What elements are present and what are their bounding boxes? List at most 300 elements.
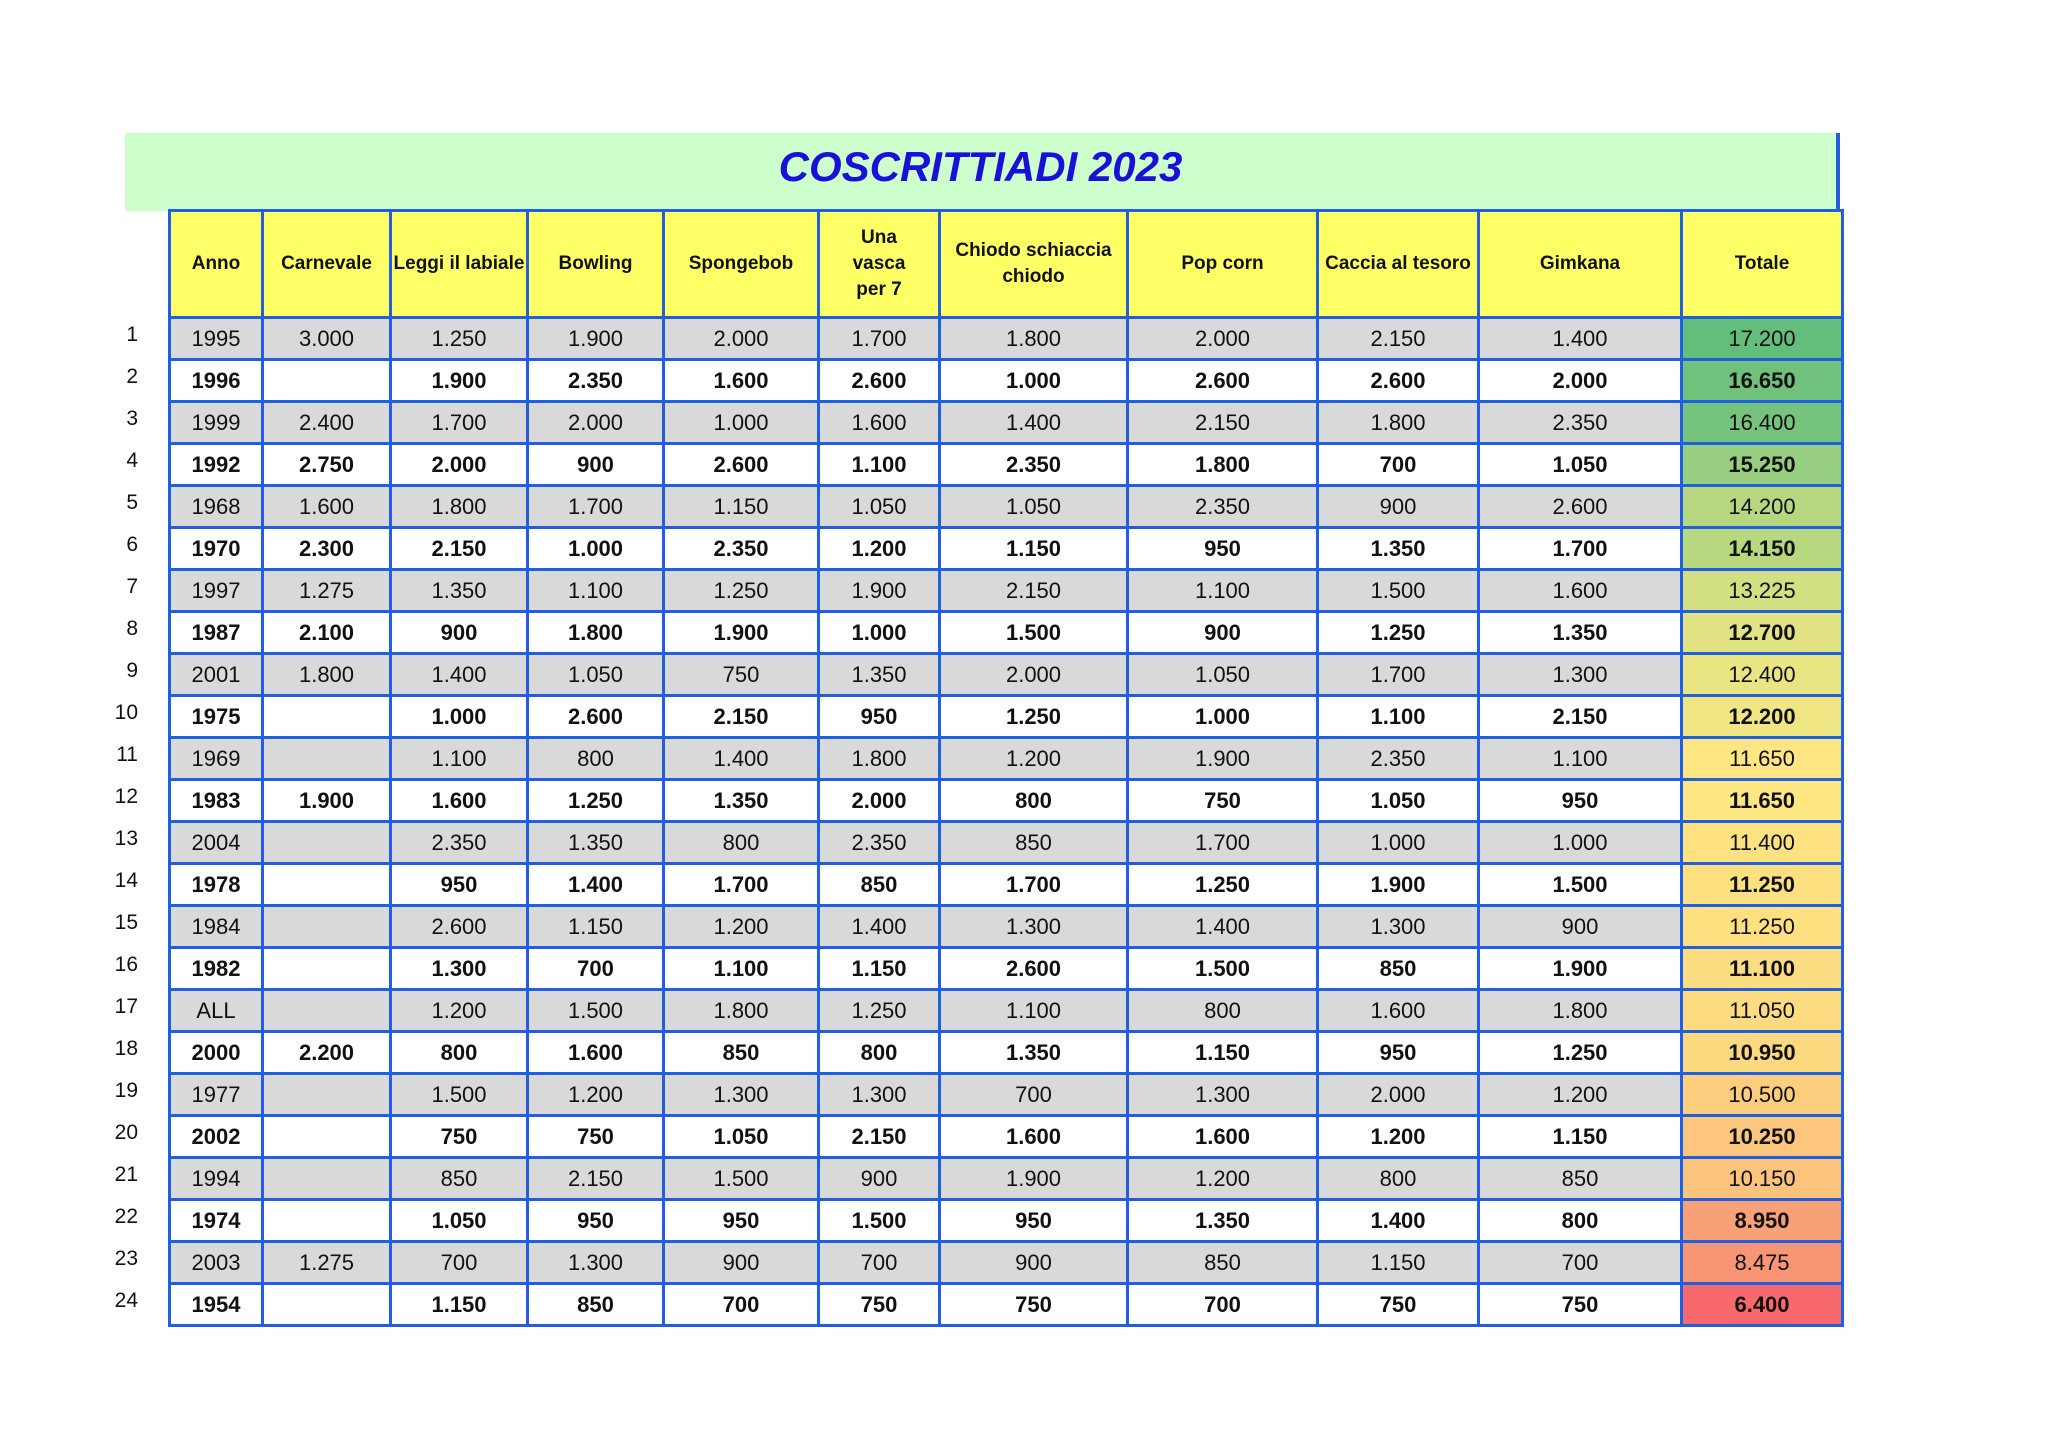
table-cell: 1.250 (391, 318, 528, 360)
table-row (170, 1284, 1843, 1326)
table-cell: 750 (1128, 780, 1318, 822)
cell-totale: 16.650 (1682, 360, 1843, 402)
table-cell: 1.200 (940, 738, 1128, 780)
row-number: 24 (114, 1289, 138, 1312)
table-row (170, 654, 1843, 696)
table-cell: 2.600 (528, 696, 664, 738)
table-cell: 1.250 (528, 780, 664, 822)
table-cell: 1.000 (819, 612, 940, 654)
table-row (170, 612, 1843, 654)
table-cell: 1.500 (1128, 948, 1318, 990)
table-cell: 800 (391, 1032, 528, 1074)
table-cell: 1.250 (1479, 1032, 1682, 1074)
row-number: 18 (114, 1037, 138, 1060)
table-cell: 700 (528, 948, 664, 990)
table-cell: 950 (1128, 528, 1318, 570)
table-cell: 1.150 (528, 906, 664, 948)
table-cell: 2.100 (263, 612, 391, 654)
table-cell: 2.150 (664, 696, 819, 738)
table-row (170, 1158, 1843, 1200)
table-cell: 2.600 (940, 948, 1128, 990)
table-cell: 700 (819, 1242, 940, 1284)
table-row (170, 402, 1843, 444)
table-cell: 750 (391, 1116, 528, 1158)
row-number: 9 (126, 659, 138, 682)
table-row (170, 780, 1843, 822)
row-number: 11 (116, 743, 138, 766)
table-cell: 1.300 (391, 948, 528, 990)
table-row (170, 990, 1843, 1032)
table-cell: 1.350 (664, 780, 819, 822)
table-cell: 1.100 (664, 948, 819, 990)
table-cell (263, 1284, 391, 1326)
table-row (170, 738, 1843, 780)
table-cell: 750 (819, 1284, 940, 1326)
table-cell: 1.200 (1479, 1074, 1682, 1116)
table-cell: 1.800 (1318, 402, 1479, 444)
table-cell: 1.250 (940, 696, 1128, 738)
table-cell: 2.600 (1479, 486, 1682, 528)
table-cell: 1.050 (1128, 654, 1318, 696)
cell-totale: 11.250 (1682, 864, 1843, 906)
table-row (170, 528, 1843, 570)
table-cell: 1.350 (1479, 612, 1682, 654)
table-cell: 1.300 (1318, 906, 1479, 948)
table-cell: 700 (1479, 1242, 1682, 1284)
header-pop-corn: Pop corn (1128, 211, 1318, 318)
table-cell: 1.800 (940, 318, 1128, 360)
cell-anno: 2000 (170, 1032, 263, 1074)
cell-anno: 2004 (170, 822, 263, 864)
cell-totale: 11.400 (1682, 822, 1843, 864)
table-cell: 2.350 (819, 822, 940, 864)
row-number: 22 (114, 1205, 138, 1228)
cell-anno: 1968 (170, 486, 263, 528)
table-cell: 950 (391, 864, 528, 906)
table-cell: 1.000 (1318, 822, 1479, 864)
table-cell: 1.100 (1479, 738, 1682, 780)
table-cell: 1.300 (940, 906, 1128, 948)
table-cell: 750 (1318, 1284, 1479, 1326)
table-cell: 1.400 (391, 654, 528, 696)
table-cell: 700 (391, 1242, 528, 1284)
row-number: 19 (114, 1079, 138, 1102)
table-cell: 2.200 (263, 1032, 391, 1074)
table-cell: 900 (1318, 486, 1479, 528)
page-title: COSCRITTIADI 2023 (778, 143, 1183, 190)
cell-anno: 1982 (170, 948, 263, 990)
table-cell: 2.600 (1128, 360, 1318, 402)
cell-anno: 1997 (170, 570, 263, 612)
table-cell: 1.500 (1318, 570, 1479, 612)
table-cell: 1.700 (664, 864, 819, 906)
table-cell: 1.350 (940, 1032, 1128, 1074)
table-row (170, 696, 1843, 738)
table-cell: 1.000 (940, 360, 1128, 402)
table-cell: 1.050 (1479, 444, 1682, 486)
table-cell: 750 (940, 1284, 1128, 1326)
table-cell: 1.400 (1479, 318, 1682, 360)
header-gimkana: Gimkana (1479, 211, 1682, 318)
row-number: 20 (114, 1121, 138, 1144)
table-cell: 750 (528, 1116, 664, 1158)
table-cell: 950 (940, 1200, 1128, 1242)
cell-totale: 8.475 (1682, 1242, 1843, 1284)
header-spongebob: Spongebob (664, 211, 819, 318)
table-cell (263, 864, 391, 906)
cell-anno: 1987 (170, 612, 263, 654)
cell-anno: 1999 (170, 402, 263, 444)
cell-anno: 2002 (170, 1116, 263, 1158)
table-cell: 3.000 (263, 318, 391, 360)
table-cell: 850 (819, 864, 940, 906)
table-cell: 1.050 (391, 1200, 528, 1242)
row-number: 8 (126, 617, 138, 640)
table-cell: 2.350 (1128, 486, 1318, 528)
table-cell: 1.800 (819, 738, 940, 780)
table-cell: 1.900 (391, 360, 528, 402)
table-cell: 2.000 (1128, 318, 1318, 360)
table-cell: 1.050 (819, 486, 940, 528)
cell-totale: 6.400 (1682, 1284, 1843, 1326)
row-number: 15 (114, 911, 138, 934)
table-cell: 2.000 (1479, 360, 1682, 402)
cell-totale: 12.400 (1682, 654, 1843, 696)
table-cell (263, 696, 391, 738)
table-cell: 900 (391, 612, 528, 654)
cell-totale: 12.200 (1682, 696, 1843, 738)
table-cell: 700 (1318, 444, 1479, 486)
table-cell: 850 (1128, 1242, 1318, 1284)
table-cell: 1.000 (1128, 696, 1318, 738)
table-cell: 1.350 (819, 654, 940, 696)
table-cell: 1.400 (819, 906, 940, 948)
table-cell (263, 1200, 391, 1242)
table-cell: 850 (1318, 948, 1479, 990)
table-cell: 1.000 (1479, 822, 1682, 864)
header-chiodo: Chiodo schiaccia chiodo (940, 211, 1128, 318)
table-cell: 1.400 (528, 864, 664, 906)
table-cell: 1.300 (664, 1074, 819, 1116)
table-cell: 1.600 (1318, 990, 1479, 1032)
table-cell: 2.150 (1318, 318, 1479, 360)
row-number: 21 (114, 1163, 138, 1186)
table-cell: 1.200 (528, 1074, 664, 1116)
ranking-table (168, 209, 1844, 1327)
table-cell: 1.100 (391, 738, 528, 780)
header-leggi-il-labiale: Leggi il labiale (391, 211, 528, 318)
cell-totale: 16.400 (1682, 402, 1843, 444)
table-cell: 1.000 (664, 402, 819, 444)
table-cell: 1.100 (819, 444, 940, 486)
cell-anno: 1995 (170, 318, 263, 360)
table-body (170, 318, 1843, 1326)
table-cell: 1.900 (664, 612, 819, 654)
row-number: 2 (126, 365, 138, 388)
table-cell: 1.100 (528, 570, 664, 612)
table-cell: 1.600 (263, 486, 391, 528)
table-cell: 1.100 (1318, 696, 1479, 738)
row-number: 1 (126, 323, 138, 346)
table-cell: 2.350 (528, 360, 664, 402)
cell-anno: 1978 (170, 864, 263, 906)
table-cell: 1.800 (1479, 990, 1682, 1032)
table-cell: 900 (528, 444, 664, 486)
row-number: 10 (114, 701, 138, 724)
table-cell: 700 (940, 1074, 1128, 1116)
table-cell: 1.300 (819, 1074, 940, 1116)
table-cell: 1.600 (1128, 1116, 1318, 1158)
cell-anno: 1969 (170, 738, 263, 780)
table-row (170, 906, 1843, 948)
table-cell: 2.600 (664, 444, 819, 486)
cell-totale: 14.150 (1682, 528, 1843, 570)
table-cell: 2.600 (819, 360, 940, 402)
table-cell: 1.700 (819, 318, 940, 360)
table-cell: 1.900 (263, 780, 391, 822)
table-cell: 1.800 (1128, 444, 1318, 486)
table-cell: 700 (1128, 1284, 1318, 1326)
cell-totale: 14.200 (1682, 486, 1843, 528)
table-cell: 1.150 (819, 948, 940, 990)
table-cell: 1.150 (1128, 1032, 1318, 1074)
table-cell: 1.050 (528, 654, 664, 696)
table-cell: 2.350 (391, 822, 528, 864)
table-cell: 2.150 (819, 1116, 940, 1158)
table-cell: 1.400 (940, 402, 1128, 444)
table-cell: 950 (664, 1200, 819, 1242)
row-number: 16 (114, 953, 138, 976)
cell-totale: 15.250 (1682, 444, 1843, 486)
table-cell: 800 (664, 822, 819, 864)
cell-anno: 1996 (170, 360, 263, 402)
table-cell: 2.150 (528, 1158, 664, 1200)
cell-anno: 1975 (170, 696, 263, 738)
table-cell: 1.500 (391, 1074, 528, 1116)
table-cell: 1.700 (940, 864, 1128, 906)
table-cell: 800 (528, 738, 664, 780)
table-cell: 1.000 (528, 528, 664, 570)
table-cell: 900 (1128, 612, 1318, 654)
table-cell: 2.350 (1318, 738, 1479, 780)
table-cell: 800 (1479, 1200, 1682, 1242)
table-cell: 2.150 (1479, 696, 1682, 738)
table-cell: 1.700 (1479, 528, 1682, 570)
table-cell: 1.200 (391, 990, 528, 1032)
row-number: 17 (114, 995, 138, 1018)
table-row (170, 864, 1843, 906)
table-cell: 800 (1318, 1158, 1479, 1200)
table-cell (263, 1158, 391, 1200)
header-carnevale: Carnevale (263, 211, 391, 318)
header-anno: Anno (170, 211, 263, 318)
table-cell: 1.300 (1128, 1074, 1318, 1116)
cell-totale: 11.100 (1682, 948, 1843, 990)
table-cell (263, 990, 391, 1032)
table-row (170, 318, 1843, 360)
table-cell: 1.900 (1479, 948, 1682, 990)
table-cell: 800 (940, 780, 1128, 822)
table-cell: 2.350 (1479, 402, 1682, 444)
table-cell: 2.300 (263, 528, 391, 570)
table-cell: 1.500 (819, 1200, 940, 1242)
table-cell: 1.050 (664, 1116, 819, 1158)
row-number: 14 (114, 869, 138, 892)
table-cell: 1.600 (528, 1032, 664, 1074)
table-cell: 1.250 (1318, 612, 1479, 654)
cell-totale: 11.050 (1682, 990, 1843, 1032)
table-cell: 1.400 (1128, 906, 1318, 948)
table-cell: 1.100 (1128, 570, 1318, 612)
table-cell (263, 360, 391, 402)
table-row (170, 1242, 1843, 1284)
table-cell: 1.250 (1128, 864, 1318, 906)
table-cell: 850 (940, 822, 1128, 864)
table-row (170, 1116, 1843, 1158)
table-cell: 1.400 (1318, 1200, 1479, 1242)
table-cell: 1.150 (664, 486, 819, 528)
table-row (170, 948, 1843, 990)
table-cell: 1.900 (819, 570, 940, 612)
table-cell: 1.500 (528, 990, 664, 1032)
table-cell: 2.150 (391, 528, 528, 570)
table-cell: 1.200 (819, 528, 940, 570)
cell-totale: 10.500 (1682, 1074, 1843, 1116)
header-bowling: Bowling (528, 211, 664, 318)
row-number: 13 (114, 827, 138, 850)
table-cell: 1.900 (1318, 864, 1479, 906)
table-cell: 850 (1479, 1158, 1682, 1200)
table-cell: 2.350 (664, 528, 819, 570)
table-cell (263, 906, 391, 948)
table-cell: 700 (664, 1284, 819, 1326)
table-cell: 1.700 (1128, 822, 1318, 864)
table-row (170, 444, 1843, 486)
cell-anno: 1984 (170, 906, 263, 948)
table-cell: 1.000 (391, 696, 528, 738)
table-cell: 950 (528, 1200, 664, 1242)
title-band (125, 133, 1840, 211)
row-number: 12 (114, 785, 138, 808)
table-cell: 2.150 (1128, 402, 1318, 444)
table-cell (263, 1074, 391, 1116)
table-cell: 950 (1479, 780, 1682, 822)
table-cell: 2.400 (263, 402, 391, 444)
cell-totale: 10.250 (1682, 1116, 1843, 1158)
row-number: 3 (126, 407, 138, 430)
cell-totale: 11.650 (1682, 738, 1843, 780)
row-number: 7 (126, 575, 138, 598)
header-caccia-al-tesoro: Caccia al tesoro (1318, 211, 1479, 318)
table-row (170, 1032, 1843, 1074)
cell-totale: 17.200 (1682, 318, 1843, 360)
table-cell: 1.275 (263, 570, 391, 612)
table-cell: 1.700 (528, 486, 664, 528)
table-row (170, 1074, 1843, 1116)
table-cell: 1.200 (1128, 1158, 1318, 1200)
cell-anno: 2001 (170, 654, 263, 696)
table-cell: 1.300 (1479, 654, 1682, 696)
table-cell: 1.050 (940, 486, 1128, 528)
table-cell: 1.500 (1479, 864, 1682, 906)
table-cell: 900 (1479, 906, 1682, 948)
cell-anno: 1994 (170, 1158, 263, 1200)
table-cell: 2.000 (391, 444, 528, 486)
row-number: 5 (126, 491, 138, 514)
table-cell: 1.250 (664, 570, 819, 612)
table-row (170, 1200, 1843, 1242)
table-cell: 750 (1479, 1284, 1682, 1326)
table-cell: 1.600 (819, 402, 940, 444)
cell-anno: 1954 (170, 1284, 263, 1326)
table-cell: 950 (819, 696, 940, 738)
cell-totale: 8.950 (1682, 1200, 1843, 1242)
table-row (170, 822, 1843, 864)
table-cell: 2.750 (263, 444, 391, 486)
row-number: 6 (126, 533, 138, 556)
table-cell: 850 (391, 1158, 528, 1200)
cell-totale: 10.150 (1682, 1158, 1843, 1200)
table-cell: 800 (1128, 990, 1318, 1032)
table-cell: 2.000 (940, 654, 1128, 696)
table-cell: 2.600 (1318, 360, 1479, 402)
table-row (170, 486, 1843, 528)
table-cell: 1.150 (1479, 1116, 1682, 1158)
table-cell: 900 (664, 1242, 819, 1284)
table-cell: 750 (664, 654, 819, 696)
table-cell: 1.275 (263, 1242, 391, 1284)
table-cell: 1.250 (819, 990, 940, 1032)
cell-totale: 11.250 (1682, 906, 1843, 948)
table-cell: 2.000 (819, 780, 940, 822)
table-cell: 2.150 (940, 570, 1128, 612)
table-cell: 1.350 (391, 570, 528, 612)
table-cell: 1.300 (528, 1242, 664, 1284)
table-cell: 1.800 (263, 654, 391, 696)
row-number: 23 (114, 1247, 138, 1270)
table-cell: 1.600 (664, 360, 819, 402)
table-cell: 1.350 (1128, 1200, 1318, 1242)
table-cell: 1.900 (1128, 738, 1318, 780)
header-totale: Totale (1682, 211, 1843, 318)
table-row (170, 570, 1843, 612)
cell-totale: 10.950 (1682, 1032, 1843, 1074)
table-cell: 1.200 (1318, 1116, 1479, 1158)
table-cell: 1.800 (528, 612, 664, 654)
cell-totale: 12.700 (1682, 612, 1843, 654)
table-cell: 1.200 (664, 906, 819, 948)
table-cell: 1.350 (528, 822, 664, 864)
table-cell: 1.150 (1318, 1242, 1479, 1284)
cell-anno: 1977 (170, 1074, 263, 1116)
table-cell: 1.150 (940, 528, 1128, 570)
table-cell: 800 (819, 1032, 940, 1074)
table-cell: 1.600 (940, 1116, 1128, 1158)
cell-anno: 1992 (170, 444, 263, 486)
table-cell: 950 (1318, 1032, 1479, 1074)
table-cell: 2.000 (1318, 1074, 1479, 1116)
table-cell: 1.100 (940, 990, 1128, 1032)
table-cell: 2.600 (391, 906, 528, 948)
table-cell: 1.600 (391, 780, 528, 822)
table-cell: 1.050 (1318, 780, 1479, 822)
table-cell (263, 948, 391, 990)
cell-anno: 2003 (170, 1242, 263, 1284)
table-cell: 1.800 (391, 486, 528, 528)
cell-anno: ALL (170, 990, 263, 1032)
table-cell: 1.700 (391, 402, 528, 444)
header-row (170, 211, 1843, 318)
